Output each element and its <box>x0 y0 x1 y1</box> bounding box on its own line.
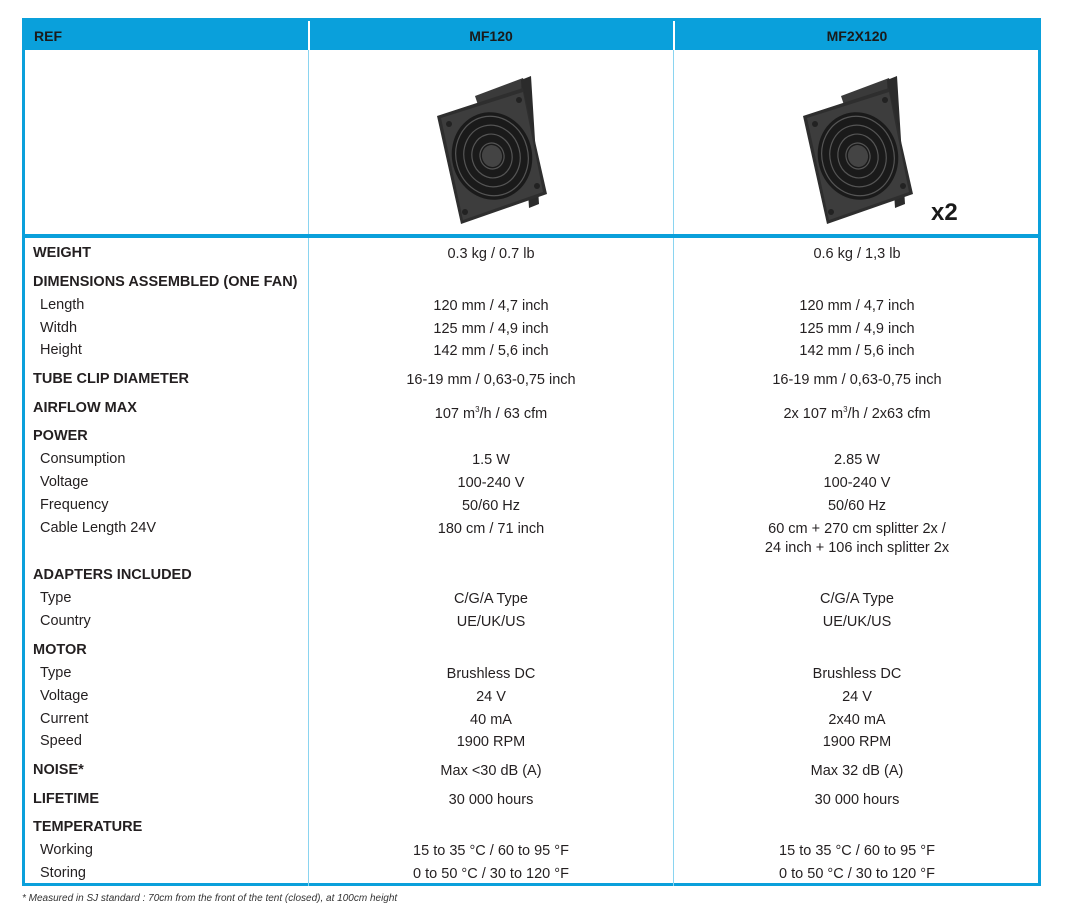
value-mf2x120: 125 mm / 4,9 inch <box>799 321 915 337</box>
value-mf2x120: 24 V <box>842 689 872 705</box>
value-mf2x120: 50/60 Hz <box>827 498 887 514</box>
value-mf120: Max <30 dB (A) <box>440 763 542 779</box>
value-mf2x120: 100-240 V <box>823 475 891 491</box>
row-label: TEMPERATURE <box>33 819 143 835</box>
value-mf2x120: 2.85 W <box>834 452 880 468</box>
value-mf120: 180 cm / 71 inch <box>437 521 545 537</box>
row-label: Storing <box>40 865 86 881</box>
row-working <box>25 842 1038 865</box>
row-label: MOTOR <box>33 642 87 658</box>
row-label: Consumption <box>40 451 126 467</box>
column-divider <box>673 50 674 234</box>
value-mf2x120: Brushless DC <box>812 666 902 682</box>
row-height <box>25 342 1038 365</box>
value-mf2x120: UE/UK/US <box>822 614 892 630</box>
value-mf120: 120 mm / 4,7 inch <box>433 298 549 314</box>
row-speed <box>25 733 1038 756</box>
row-current <box>25 711 1038 734</box>
row-label: Type <box>40 590 72 606</box>
value-mf120: C/G/A Type <box>454 591 528 607</box>
value-mf120: 107 $m^3/h / 63$ cfm <box>434 405 548 422</box>
value-mf2x120: 60 cm + 270 cm splitter 2x / <box>768 521 946 537</box>
value-mf2x120: 120 mm / 4,7 inch <box>799 298 915 314</box>
value-mf2x120: C/G/A Type <box>820 591 894 607</box>
row-label: Speed <box>40 733 82 749</box>
row-label: Voltage <box>40 688 89 704</box>
row-label: Type <box>40 665 72 681</box>
header-ref: REF <box>34 28 62 44</box>
value-mf120: 142 mm / 5,6 inch <box>433 343 549 359</box>
row-label: Voltage <box>40 474 89 490</box>
value-mf120: 24 V <box>476 689 506 705</box>
value-mf2x120-line2: 24 inch + 106 inch splitter 2x <box>764 540 950 556</box>
row-cable-length <box>25 520 1038 562</box>
row-label: TUBE CLIP DIAMETER <box>33 371 190 387</box>
row-label: DIMENSIONS ASSEMBLED (ONE FAN) <box>33 274 298 290</box>
value-mf120: 50/60 Hz <box>461 498 521 514</box>
quantity-badge: x2 <box>931 199 958 226</box>
row-weight <box>25 245 1038 268</box>
header-mf2x120: MF2X120 <box>826 28 888 44</box>
row-label: POWER <box>33 428 88 444</box>
section-divider <box>25 234 1038 238</box>
value-mf120: 30 000 hours <box>448 792 534 808</box>
row-temperature <box>25 819 1038 842</box>
row-lifetime <box>25 791 1038 814</box>
row-noise <box>25 762 1038 785</box>
row-adapter-type <box>25 590 1038 613</box>
table-header <box>25 21 1038 50</box>
row-storing <box>25 865 1038 888</box>
row-airflow <box>25 400 1038 423</box>
value-mf120: 1.5 W <box>472 452 510 468</box>
fan-image-mf120 <box>435 76 553 226</box>
row-label: AIRFLOW MAX <box>33 400 137 416</box>
row-label: Length <box>40 297 85 313</box>
row-label: NOISE* <box>33 762 84 778</box>
row-country <box>25 613 1038 636</box>
row-width <box>25 320 1038 343</box>
row-power-voltage <box>25 474 1038 497</box>
row-label: ADAPTERS INCLUDED <box>33 567 192 583</box>
value-mf2x120: 142 mm / 5,6 inch <box>799 343 915 359</box>
header-mf120: MF120 <box>469 28 513 44</box>
row-frequency <box>25 497 1038 520</box>
footnote: * Measured in SJ standard : 70cm from the front of the tent (closed), at 100cm height <box>22 893 398 904</box>
row-motor-voltage <box>25 688 1038 711</box>
spec-table <box>22 18 1041 886</box>
value-mf120: 0 to 50 °C / 30 to 120 °F <box>413 866 569 882</box>
value-mf2x120: 15 to 35 °C / 60 to 95 °F <box>779 843 935 859</box>
row-power <box>25 428 1038 451</box>
value-mf120: Brushless DC <box>446 666 536 682</box>
value-mf120: 0.3 kg / 0.7 lb <box>447 246 535 262</box>
row-motor <box>25 642 1038 665</box>
value-mf2x120: Max 32 dB (A) <box>810 763 904 779</box>
value-mf2x120: 2x40 mA <box>828 712 886 728</box>
row-label: Working <box>40 842 93 858</box>
row-label: Current <box>40 711 89 727</box>
fan-image-mf2x120 <box>801 76 919 226</box>
value-mf120: 125 mm / 4,9 inch <box>433 321 549 337</box>
row-label: Height <box>40 342 82 358</box>
row-label: Country <box>40 613 91 629</box>
row-label: Cable Length 24V <box>40 520 157 536</box>
row-length <box>25 297 1038 320</box>
value-mf2x120: 0.6 kg / 1,3 lb <box>813 246 901 262</box>
value-mf120: UE/UK/US <box>456 614 526 630</box>
value-mf2x120: 30 000 hours <box>814 792 900 808</box>
value-mf120: 16-19 mm / 0,63-0,75 inch <box>406 372 576 388</box>
row-adapters <box>25 567 1038 590</box>
value-mf120: 1900 RPM <box>456 734 526 750</box>
row-consumption <box>25 451 1038 474</box>
row-label: Witdh <box>40 320 78 336</box>
row-label: LIFETIME <box>33 791 100 807</box>
value-mf120: 100-240 V <box>457 475 525 491</box>
value-mf2x120: 1900 RPM <box>822 734 892 750</box>
value-mf120: 40 mA <box>470 712 512 728</box>
value-mf2x120: 0 to 50 °C / 30 to 120 °F <box>779 866 935 882</box>
row-label: Frequency <box>40 497 109 513</box>
row-tube-clip <box>25 371 1038 394</box>
value-mf120: 15 to 35 °C / 60 to 95 °F <box>413 843 569 859</box>
column-divider <box>308 50 309 234</box>
row-motor-type <box>25 665 1038 688</box>
value-mf2x120: 16-19 mm / 0,63-0,75 inch <box>772 372 942 388</box>
row-label: WEIGHT <box>33 245 91 261</box>
value-mf2x120: 2x 107 $m^3/h / 2x63$ cfm <box>783 405 931 422</box>
row-dimensions <box>25 274 1038 297</box>
